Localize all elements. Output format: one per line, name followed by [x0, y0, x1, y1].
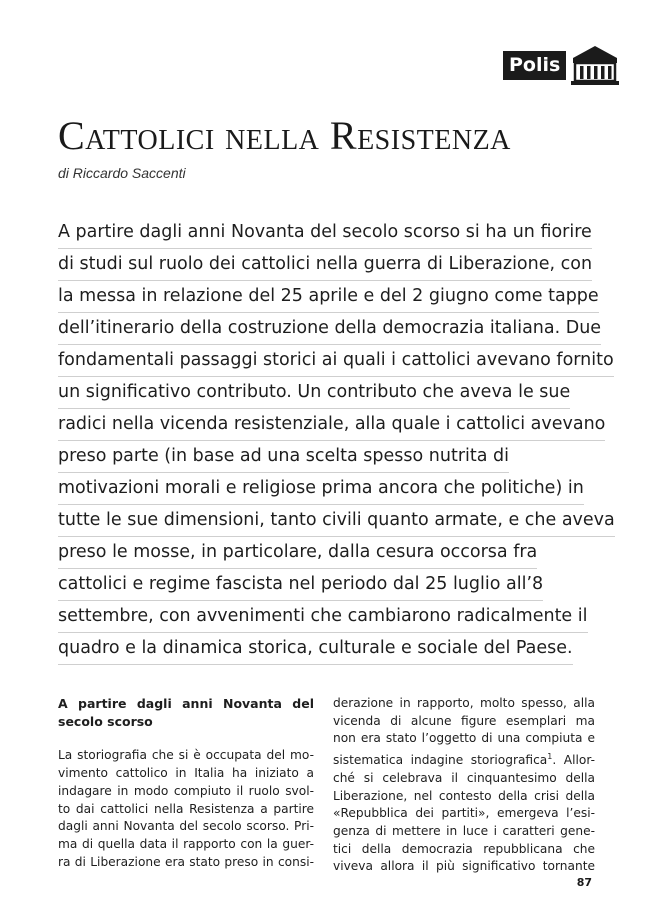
- section-label: Polis: [503, 51, 566, 80]
- lead-paragraph: [58, 217, 615, 665]
- body-paragraph: [58, 747, 314, 871]
- lead-line: preso parte (in base ad una scelta spesso nutrita di: [58, 441, 509, 473]
- body-line: non era stato l’oggetto di una compiuta e: [333, 731, 595, 746]
- body-line: dagli anni Novanta del secolo scorso. Pri-: [58, 819, 314, 834]
- section-badge: [503, 44, 621, 86]
- article-author: di Riccardo Saccenti: [58, 165, 186, 181]
- body-line: tici della democrazia repubblicana che: [333, 841, 595, 856]
- body-line: derazione in rapporto, molto spesso, alla: [333, 696, 595, 710]
- lead-line: tutte le sue dimensioni, tanto civili quanto armate, e che aveva: [58, 505, 615, 537]
- body-line: vimento cattolico in Italia ha iniziato a: [58, 766, 314, 781]
- body-line: Liberazione, nel contesto della crisi della: [333, 788, 595, 803]
- lead-line: A partire dagli anni Novanta del secolo scorso si ha un fiorire: [58, 217, 592, 249]
- body-line-text: sistematica indagine storiografica: [333, 753, 548, 768]
- body-line-with-footnote: [333, 748, 595, 770]
- lead-line: fondamentali passaggi storici ai quali i cattolici avevano fornito: [58, 345, 614, 377]
- body-line: vicenda di alcune figure esemplari ma: [333, 713, 595, 728]
- body-line: La storiografia che si è occupata del mo-: [58, 748, 314, 763]
- lead-line: di studi sul ruolo dei cattolici nella guerra di Liberazione, con: [58, 249, 592, 281]
- lead-line: preso le mosse, in particolare, dalla cesura occorsa fra: [58, 537, 537, 569]
- body-line: «Repubblica dei partiti», emergeva l’esi-: [333, 806, 595, 821]
- body-line: genza di mettere in luce i caratteri gene-: [333, 823, 595, 838]
- body-line: ché si celebrava il cinquantesimo della: [333, 770, 595, 785]
- body-paragraph: [333, 695, 595, 876]
- building-columns-icon: [569, 44, 621, 86]
- left-column: [58, 695, 314, 871]
- lead-line: quadro e la dinamica storica, culturale e sociale del Paese.: [58, 633, 573, 665]
- section-subhead: A partire dagli anni Novanta del secolo scorso: [58, 696, 314, 729]
- right-column: [333, 695, 595, 876]
- lead-line: dell’itinerario della costruzione della democrazia italiana. Due: [58, 313, 601, 345]
- page-number: 87: [576, 876, 592, 889]
- footnote-marker[interactable]: 1: [547, 752, 553, 762]
- lead-line: cattolici e regime fascista nel periodo dal 25 luglio all’8: [58, 569, 543, 601]
- lead-line: settembre, con avvenimenti che cambiarono radicalmente il: [58, 601, 588, 633]
- body-line-tail: . Allor-: [552, 753, 595, 768]
- article-title: Cattolici nella Resistenza: [58, 113, 511, 158]
- body-line: to dai cattolici nella Resistenza a partire: [58, 801, 314, 816]
- body-line: ma di quella data il rapporto con la guer-: [58, 836, 314, 851]
- body-line: ra di Liberazione era stato preso in consi-: [58, 854, 314, 869]
- lead-line: un significativo contributo. Un contributo che aveva le sue: [58, 377, 570, 409]
- lead-line: la messa in relazione del 25 aprile e del 2 giugno come tappe: [58, 281, 599, 313]
- body-line: viveva allora il più significativo tornante: [333, 859, 595, 874]
- body-line: indagare in modo compiuto il ruolo svol-: [58, 783, 314, 798]
- lead-line: radici nella vicenda resistenziale, alla quale i cattolici avevano: [58, 409, 605, 441]
- lead-line: motivazioni morali e religiose prima ancora che politiche) in: [58, 473, 584, 505]
